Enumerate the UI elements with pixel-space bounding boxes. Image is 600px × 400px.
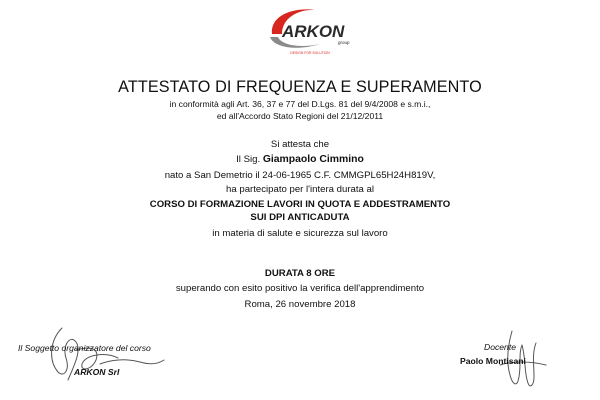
logo-group: group bbox=[338, 40, 350, 45]
outcome-text: superando con esito positivo la verifica dell'apprendimento bbox=[175, 283, 425, 294]
course-title-line-2: SUI DPI ANTICADUTA bbox=[250, 212, 350, 223]
legal-reference-line-1: in conformità agli Art. 36, 37 e 77 del D.Lgs. 81 del 9/4/2008 e s.m.i., bbox=[169, 99, 431, 109]
recipient-line bbox=[0, 154, 600, 165]
logo-brand: ARKON bbox=[282, 22, 345, 41]
course-subject: in materia di salute e sicurezza sul lavoro bbox=[212, 228, 388, 239]
organizer-signature bbox=[40, 320, 170, 390]
participation-text: ha partecipato per l'intera durata al bbox=[226, 184, 374, 195]
organizer-name: ARKON Srl bbox=[74, 367, 120, 377]
attests-text: Si attesta che bbox=[270, 139, 330, 150]
teacher-name: Paolo Montisani bbox=[460, 356, 526, 366]
logo-tagline: DESIGN FOR SOLUTION bbox=[290, 51, 330, 55]
certificate-title: ATTESTATO DI FREQUENZA E SUPERAMENTO bbox=[118, 78, 482, 96]
birth-details: nato a San Demetrio il 24-06-1965 C.F. CMMGPL65H24H819V, bbox=[164, 170, 436, 181]
recipient-name: Giampaolo Cimmino bbox=[262, 154, 364, 165]
teacher-label: Docente bbox=[484, 342, 517, 352]
arkon-logo bbox=[258, 4, 362, 56]
legal-reference-line-2: ed all'Accordo Stato Regioni del 21/12/2011 bbox=[216, 111, 384, 121]
name-prefix: Il Sig. bbox=[236, 154, 261, 165]
course-title-line-1: CORSO DI FORMAZIONE LAVORI IN QUOTA E ADDESTRAMENTO bbox=[149, 199, 451, 210]
place-date: Roma, 26 novembre 2018 bbox=[244, 299, 356, 310]
organizer-label: Il Soggetto organizzatore del corso bbox=[18, 343, 151, 353]
course-duration: DURATA 8 ORE bbox=[264, 268, 336, 279]
